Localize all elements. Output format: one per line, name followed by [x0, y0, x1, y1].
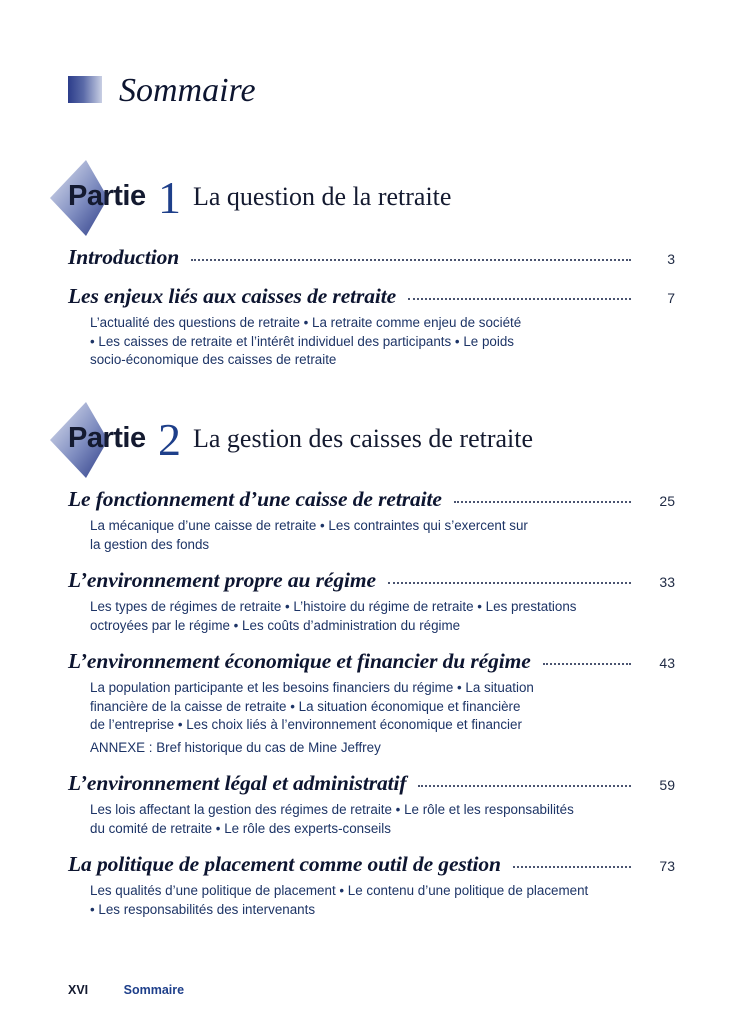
entry-description [90, 801, 675, 838]
dot-leader [191, 259, 631, 261]
part-number: 2 [158, 414, 181, 465]
footer-page-number: XVI [68, 983, 89, 997]
annex-note: ANNEXE : Bref historique du cas de Mine Jeffrey [90, 739, 381, 755]
description-line: la gestion des fonds [90, 536, 210, 552]
part-number: 1 [158, 172, 181, 223]
dot-leader [408, 298, 631, 300]
part-2-header [48, 400, 688, 480]
description-line: • Les caisses de retraite et l’intérêt individuel des participants • Le poids [90, 333, 514, 349]
description-line: La mécanique d’une caisse de retraite • Les contraintes qui s’exercent sur [90, 518, 528, 533]
entry-description [90, 314, 675, 370]
description-line: Les lois affectant la gestion des régimes de retraite • Le rôle et les responsabilités [90, 802, 574, 817]
toc-entry[interactable] [68, 771, 675, 838]
dot-leader [513, 866, 631, 868]
entry-page-number: 25 [659, 493, 675, 509]
part-title: La gestion des caisses de retraite [193, 424, 534, 453]
description-line: La population participante et les besoins financiers du régime • La situation [90, 680, 534, 695]
dot-leader [418, 785, 631, 787]
footer-section-name: Sommaire [123, 983, 185, 997]
description-line: du comité de retraite • Le rôle des experts-conseils [90, 820, 391, 836]
page-title: Sommaire [119, 72, 256, 109]
description-line: de l’entreprise • Les choix liés à l’environnement économique et financier [90, 717, 522, 733]
toc-entry[interactable] [68, 284, 675, 370]
entry-title[interactable]: L’environnement légal et administratif [68, 771, 407, 795]
dot-leader [388, 582, 631, 584]
entry-description [90, 679, 675, 735]
entry-description [90, 598, 675, 635]
title-decoration-square [68, 76, 102, 103]
toc-entry[interactable] [68, 487, 675, 554]
page-footer [68, 983, 184, 997]
toc-entry[interactable] [68, 852, 675, 919]
entry-page-number: 33 [659, 574, 675, 590]
entry-title[interactable]: La politique de placement comme outil de gestion [68, 852, 501, 876]
part-label: Partie [68, 422, 146, 454]
entry-title[interactable]: Les enjeux liés aux caisses de retraite [68, 284, 397, 308]
entry-title[interactable]: L’environnement économique et financier du régime [68, 649, 531, 673]
entry-title[interactable]: Le fonctionnement d’une caisse de retraite [68, 487, 442, 511]
description-line: socio-économique des caisses de retraite [90, 352, 337, 368]
description-line: Les types de régimes de retraite • L’histoire du régime de retraite • Les prestations [90, 599, 577, 614]
toc-entry[interactable] [68, 649, 675, 757]
entry-title[interactable]: L’environnement propre au régime [68, 568, 376, 592]
description-line: financière de la caisse de retraite • La situation économique et financière [90, 698, 521, 714]
description-line: octroyées par le régime • Les coûts d’administration du régime [90, 617, 461, 633]
dot-leader [454, 501, 631, 503]
description-line: Les qualités d’une politique de placement • Le contenu d’une politique de placement [90, 883, 589, 898]
entry-description [90, 517, 675, 554]
entry-page-number: 43 [659, 655, 675, 671]
entry-page-number: 7 [667, 290, 675, 306]
entry-page-number: 73 [659, 858, 675, 874]
entry-page-number: 59 [659, 777, 675, 793]
part-label: Partie [68, 180, 146, 212]
entry-page-number: 3 [667, 251, 675, 267]
description-line: • Les responsabilités des intervenants [90, 901, 316, 917]
entry-description [90, 882, 675, 919]
part-title: La question de la retraite [193, 182, 452, 211]
entry-title[interactable]: Introduction [68, 245, 180, 269]
dot-leader [543, 663, 631, 665]
part-1-header [48, 158, 688, 238]
toc-entry[interactable] [68, 568, 675, 635]
description-line: L’actualité des questions de retraite • La retraite comme enjeu de société [90, 315, 522, 330]
toc-entry[interactable] [68, 245, 675, 275]
